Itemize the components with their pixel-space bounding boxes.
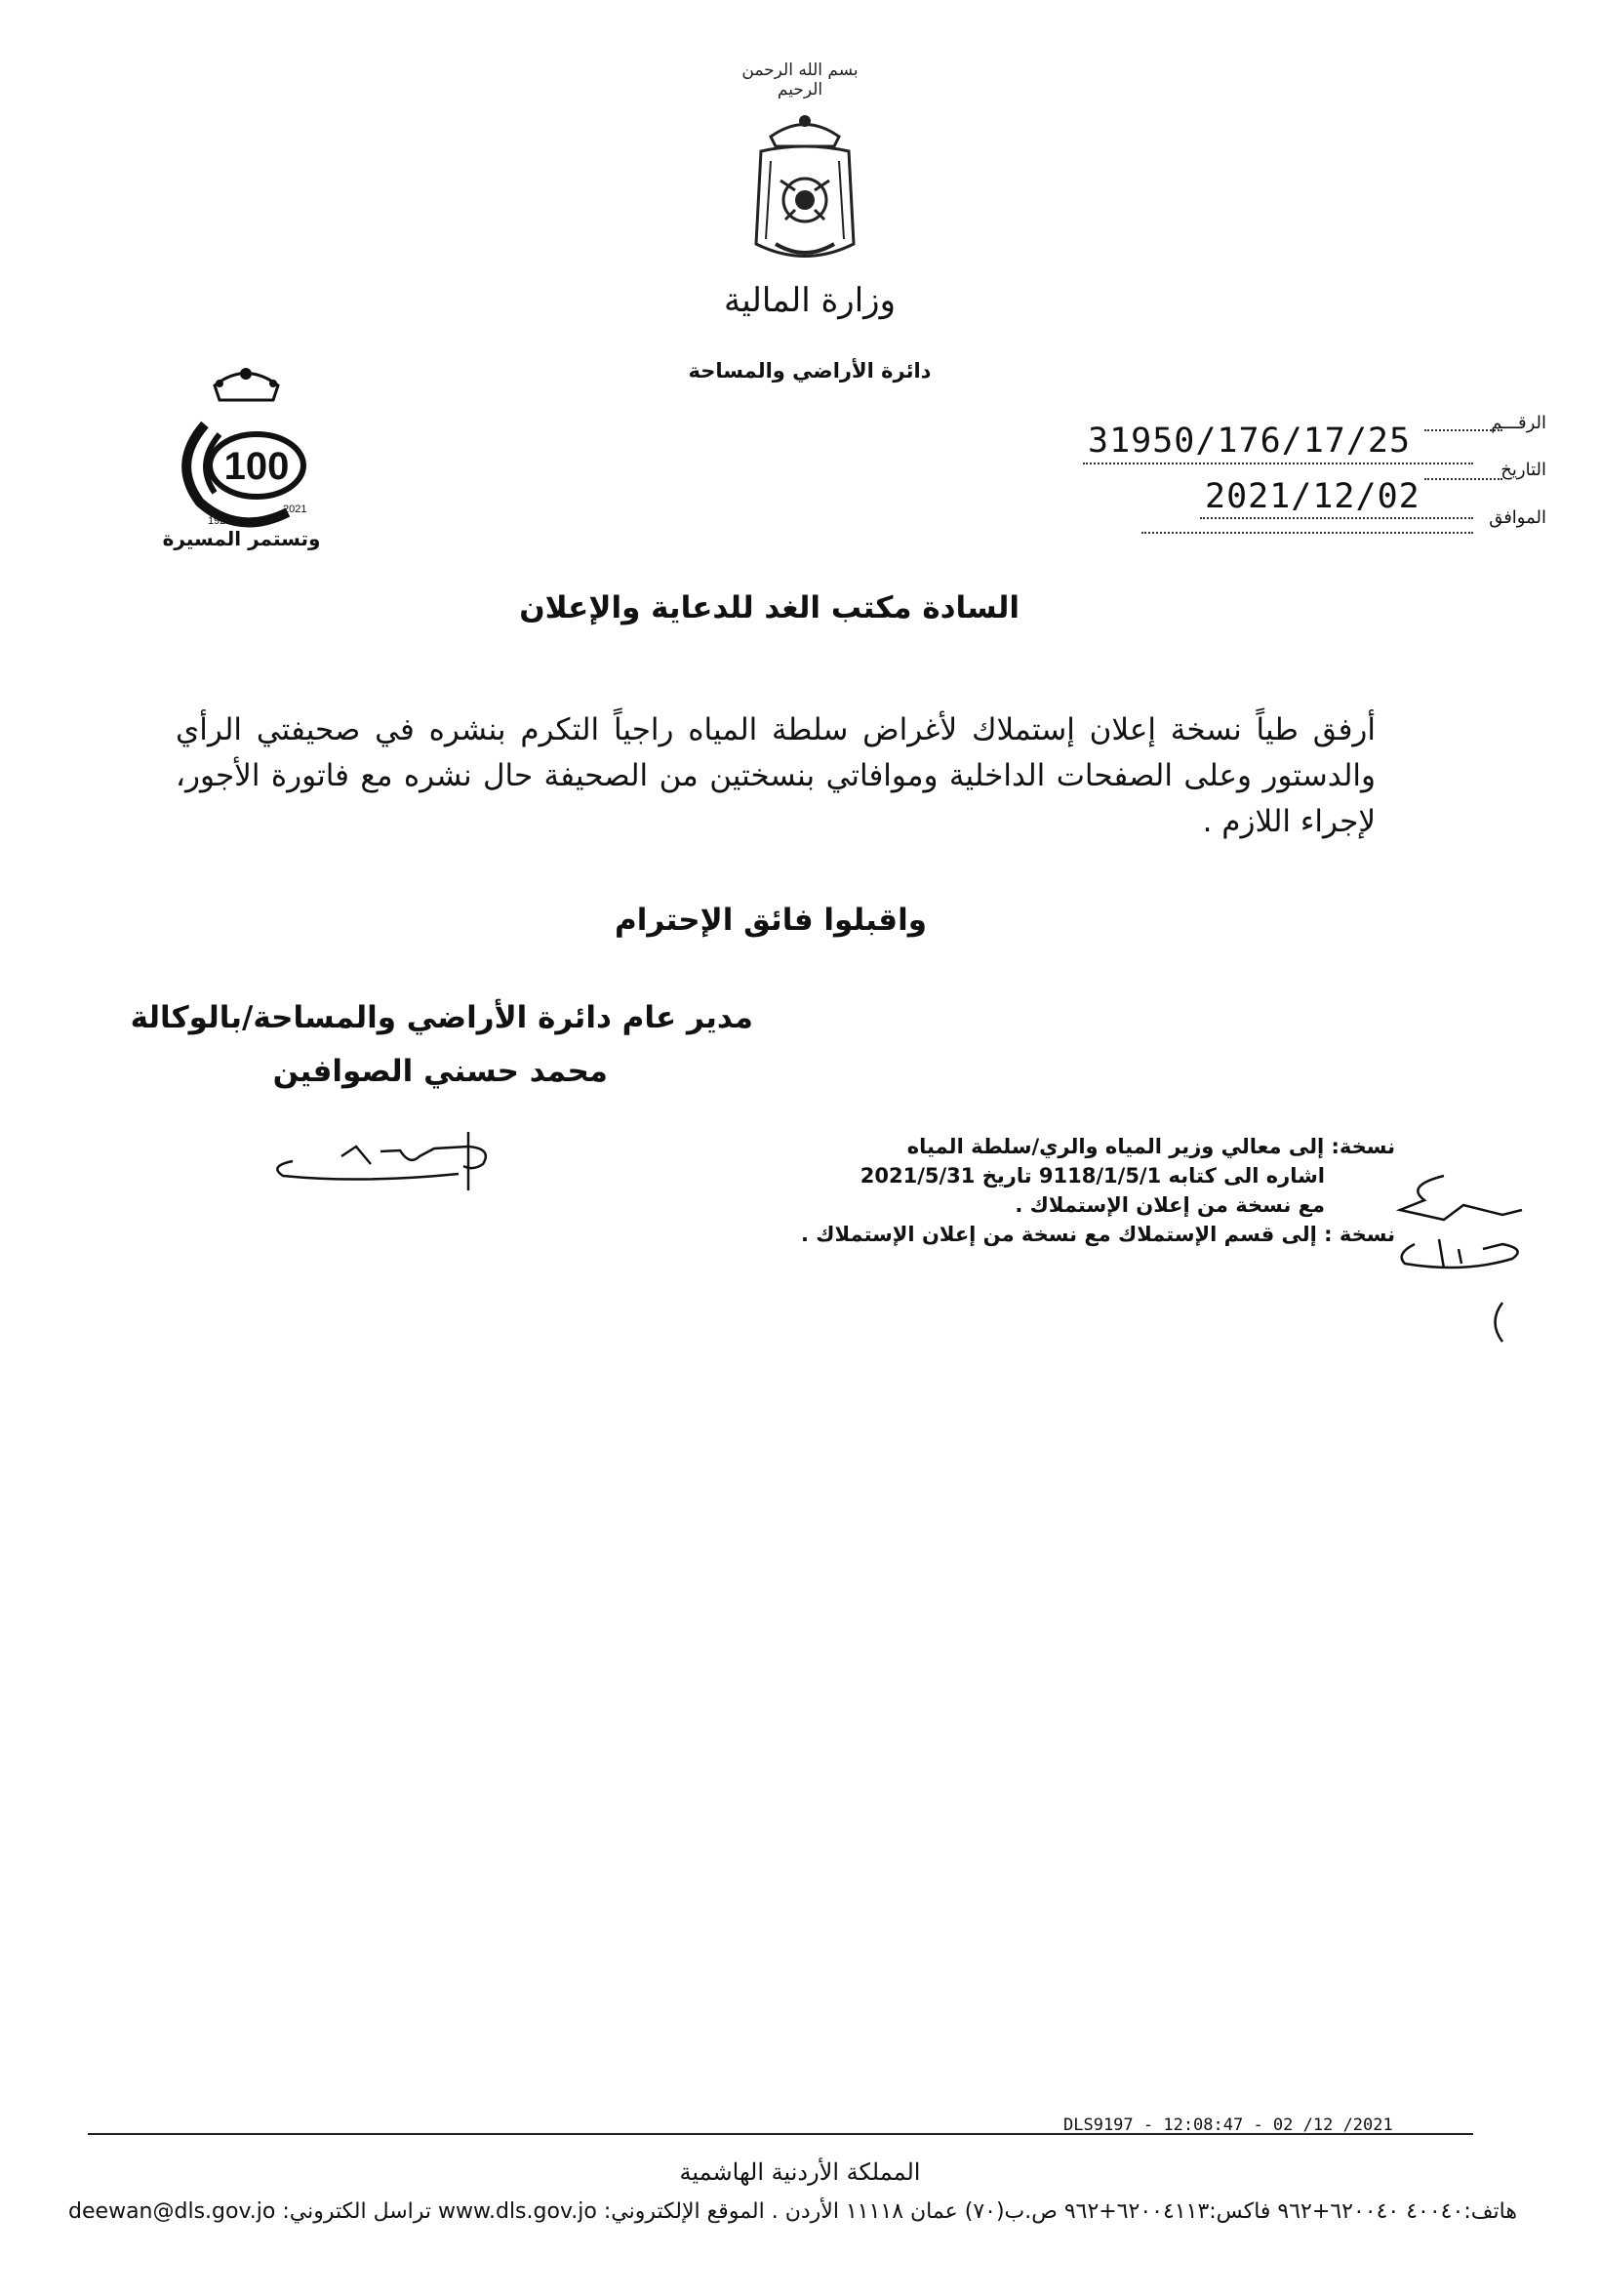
- print-stamp: DLS9197 - 12:08:47 - 02 /12 /2021: [1063, 2115, 1393, 2135]
- centennial-year-left: 2021: [283, 504, 307, 515]
- reference-date-label: التاريخ: [1500, 460, 1546, 480]
- coat-of-arms-emblem: [741, 107, 868, 273]
- centennial-caption: وتستمر المسيرة: [162, 527, 321, 550]
- closing-line: واقبلوا فائق الإحترام: [614, 903, 927, 938]
- copy-line-3: مع نسخة من إعلان الإستملاك .: [1015, 1193, 1325, 1217]
- reference-corresponding-label: الموافق: [1489, 507, 1546, 528]
- handwritten-signature: [263, 1127, 507, 1195]
- handwritten-initials: [1385, 1166, 1532, 1361]
- dotted-line: [1200, 517, 1473, 519]
- addressee: السادة مكتب الغد للدعاية والإعلان: [519, 590, 1020, 625]
- ministry-name: وزارة المالية: [724, 281, 896, 320]
- letter-body: أرفق طياً نسخة إعلان إستملاك لأغراض سلطة المياه راجياً التكرم بنشره في صحيفتي الرأي والدستور وعلى الصفحات الداخلية وموافاتي بنسختين من الصحيفة حال نشره مع فاتورة الأجور، لإجراء اللازم .: [176, 712, 1376, 839]
- footer-kingdom: المملكة الأردنية الهاشمية: [679, 2158, 921, 2186]
- centennial-year-right: 1921: [208, 515, 232, 527]
- copies-block: [732, 1132, 1395, 1249]
- department-name: دائرة الأراضي والمساحة: [688, 359, 932, 383]
- reference-date-value: 2021/12/02: [1205, 477, 1420, 516]
- copy-line-1: نسخة: إلى معالي وزير المياه والري/سلطة المياه: [906, 1135, 1395, 1158]
- centennial-number: 100: [223, 445, 290, 488]
- footer-contact-info: هاتف:٤٠٠٤٠ ٦٢٠٠٤٠+٩٦٢ فاكس:٦٢٠٠٤١١٣+٩٦٢ ص.ب(٧٠) عمان ١١١١٨ الأردن . الموقع الإلكتروني: www.dls.gov.jo تراسل الكتروني: deewan@dls.gov.jo: [68, 2199, 1517, 2224]
- copy-line-4: نسخة : إلى قسم الإستملاك مع نسخة من إعلان الإستملاك .: [801, 1223, 1395, 1246]
- reference-number-label: الرقـــم: [1491, 413, 1546, 433]
- basmala: بسم الله الرحمن الرحيم: [741, 60, 859, 100]
- reference-number-value: 31950/176/17/25: [1088, 422, 1412, 461]
- copy-line-2: اشاره الى كتابه 9118/1/5/1 تاريخ 2021/5/31: [860, 1164, 1325, 1188]
- signatory-title: مدير عام دائرة الأراضي والمساحة/بالوكالة: [130, 1000, 753, 1035]
- dotted-line: [1083, 463, 1473, 464]
- signatory-name: محمد حسني الصوافين: [272, 1054, 608, 1089]
- dotted-line: [1141, 532, 1473, 534]
